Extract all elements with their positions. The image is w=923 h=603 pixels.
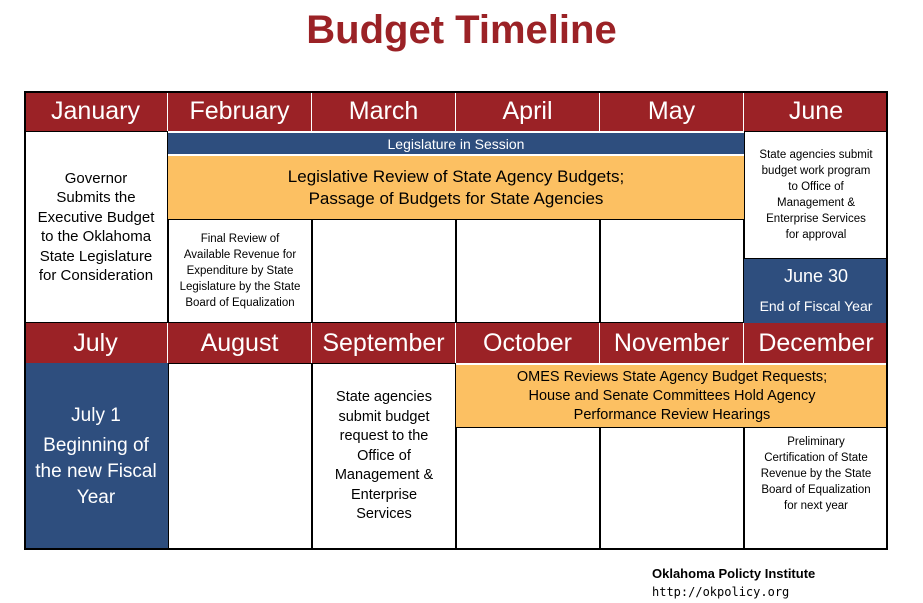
march-empty-cell — [312, 219, 456, 323]
legislature-session-bar: Legislature in Session — [168, 133, 744, 154]
month-header-may: May — [600, 91, 744, 131]
december-cell — [744, 427, 888, 550]
footer-url[interactable]: http://okpolicy.org — [652, 585, 790, 599]
footer — [652, 565, 815, 601]
month-header-october: October — [456, 323, 600, 363]
footer-org: Oklahoma Policty Institute — [652, 566, 816, 581]
final-review-cell — [168, 219, 312, 323]
timeline-grid — [24, 91, 888, 550]
final-review-text: Final Review of Available Revenue for Expenditure by State Legislature by the State Board of Equalization — [179, 233, 301, 309]
governor-submits-text: Governor Submits the Executive Budget to the Oklahoma State Legislature for Consideration — [37, 169, 155, 284]
december-text: Preliminary Certification of State Revenue by the State Board of Equalization for next year — [760, 436, 872, 512]
november-empty-cell — [600, 427, 744, 550]
month-header-november: November — [600, 323, 744, 363]
april-empty-cell — [456, 219, 600, 323]
month-header-april: April — [456, 91, 600, 131]
june30-subtitle: End of Fiscal Year — [759, 298, 873, 314]
omes-review-line-2: House and Senate Committees Hold Agency — [528, 387, 816, 404]
july1-box — [24, 363, 168, 550]
month-header-june: June — [744, 91, 888, 131]
month-header-march: March — [312, 91, 456, 131]
legislative-review-line-1: Legislative Review of State Agency Budgets; — [287, 166, 625, 186]
omes-review-line-3: Performance Review Hearings — [573, 406, 771, 423]
july1-subtitle: Beginning of the new Fiscal Year — [35, 434, 157, 508]
september-cell — [312, 363, 456, 550]
month-header-december: December — [744, 323, 888, 363]
july1-title: July 1 — [71, 404, 121, 426]
month-header-january: January — [24, 91, 168, 131]
omes-review-line-1: OMES Reviews State Agency Budget Requests; — [516, 368, 828, 385]
june30-title: June 30 — [783, 266, 849, 286]
month-header-september: September — [312, 323, 456, 363]
september-text: State agencies submit budget request to the Office of Management & Enterprise Services — [334, 389, 434, 523]
legislative-review-bar — [168, 156, 744, 219]
omes-review-bar — [456, 365, 888, 427]
month-header-february: February — [168, 91, 312, 131]
june-agencies-cell — [744, 131, 888, 259]
governor-submits-cell — [24, 131, 168, 323]
legislative-review-line-2: Passage of Budgets for State Agencies — [308, 188, 604, 208]
october-empty-cell — [456, 427, 600, 550]
june-agencies-text: State agencies submit budget work program to Office of Management & Enterprise Services for approval — [759, 149, 873, 241]
june30-box — [744, 259, 888, 323]
month-header-july: July — [24, 323, 168, 363]
month-header-august: August — [168, 323, 312, 363]
may-empty-cell — [600, 219, 744, 323]
august-empty-cell — [168, 363, 312, 550]
page-title: Budget Timeline — [306, 8, 617, 52]
